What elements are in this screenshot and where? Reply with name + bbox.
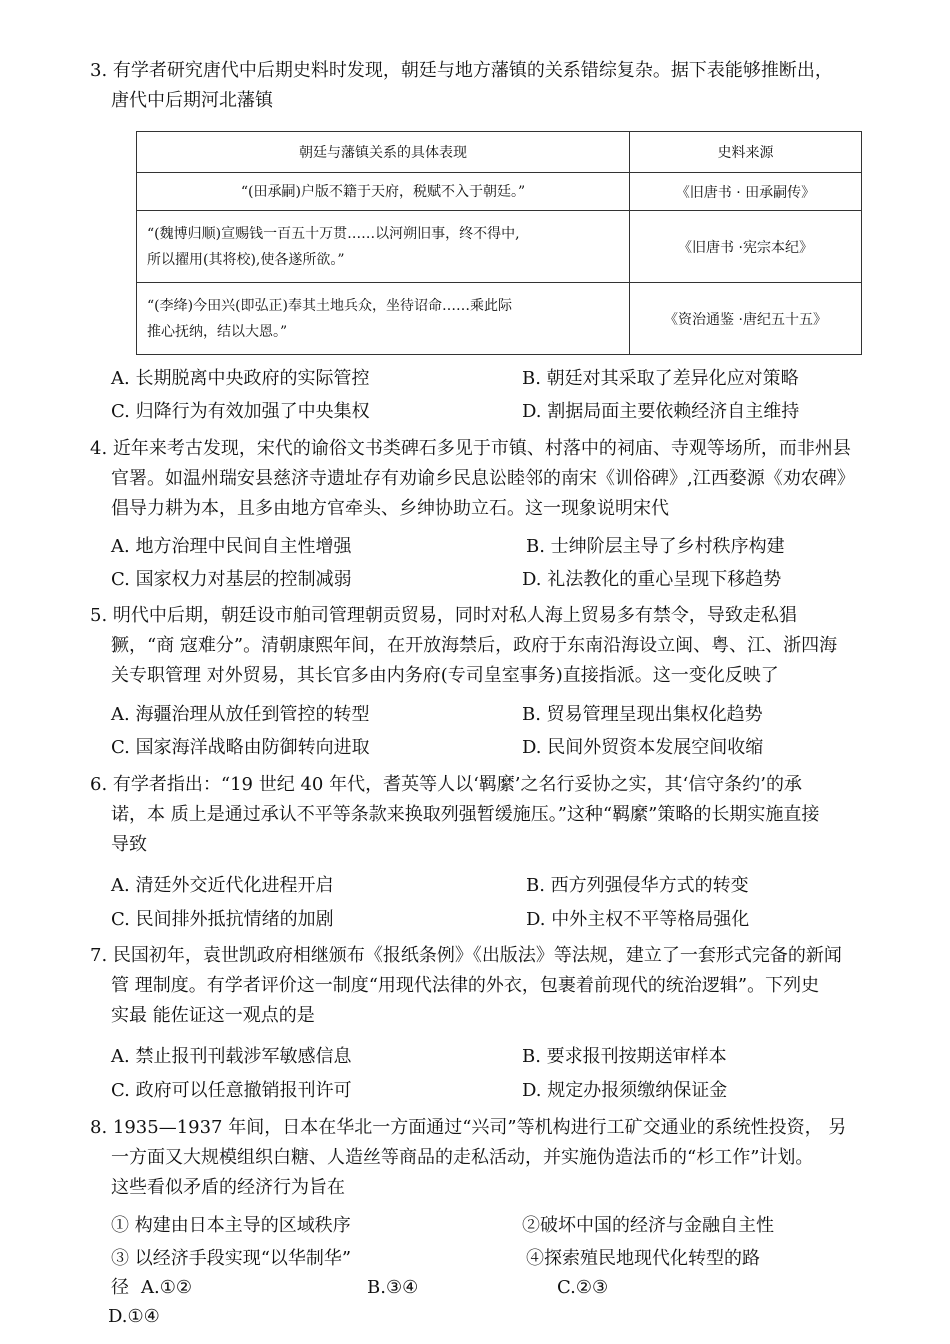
table-cell-source: 《旧唐书 · 田承嗣传》: [630, 173, 862, 211]
q4-option-a: A. 地方治理中民间自主性增强: [111, 536, 352, 557]
q8-stem-line3: 这些看似矛盾的经济行为旨在: [111, 1177, 345, 1198]
q8-option-a: A.①②: [141, 1277, 192, 1298]
q8-stem-line1: 8. 1935—1937 年间，日本在华北一方面通过“兴司”等机构进行工矿交通业的系统性投资， 另: [90, 1117, 847, 1138]
q7-stem-line2: 管 理制度。有学者评价这一制度“用现代法律的外衣，包裹着前现代的统治逻辑”。下列史: [111, 975, 820, 996]
q3-option-d: D. 割据局面主要依赖经济自主维持: [522, 401, 800, 422]
q8-option-b: B.③④: [367, 1277, 419, 1298]
table-cell-source: 《资治通鉴 ·唐纪五十五》: [630, 283, 862, 355]
table-cell-quote: [137, 211, 630, 283]
q3-option-a: A. 长期脱离中央政府的实际管控: [111, 368, 370, 389]
q6-stem-line2: 诺，本 质上是通过承认不平等条款来换取列强暂缓施压。”这种“羁縻”策略的长期实施直接: [111, 804, 820, 825]
q7-option-b: B. 要求报刊按期送审样本: [522, 1046, 727, 1067]
q8-item-1: ① 构建由日本主导的区域秩序: [111, 1215, 351, 1236]
table-row: [137, 211, 862, 283]
q5-stem-line2: 獗，“商 寇难分”。清朝康熙年间，在开放海禁后，政府于东南沿海设立闽、粤、江、浙四海: [111, 635, 838, 656]
q8-item-4: ④探索殖民地现代化转型的路: [526, 1248, 760, 1269]
q3-option-c: C. 归降行为有效加强了中央集权: [111, 401, 370, 422]
q8-stem-line2: 一方面又大规模组织白糖、人造丝等商品的走私活动，并实施伪造法币的“杉工作”计划。: [111, 1147, 814, 1168]
q5-option-a: A. 海疆治理从放任到管控的转型: [111, 704, 370, 725]
quote-text: 所以擢用(其将校),使各遂所欲。”: [147, 251, 345, 268]
table-cell-source: 《旧唐书 ·宪宗本纪》: [630, 211, 862, 283]
q5-stem-line3: 关专职管理 对外贸易，其长官多由内务府(专司皇室事务)直接指派。这一变化反映了: [111, 665, 779, 686]
q7-option-d: D. 规定办报须缴纳保证金: [522, 1080, 728, 1101]
q4-option-c: C. 国家权力对基层的控制减弱: [111, 569, 352, 590]
q5-stem-line1: 5. 明代中后期，朝廷设市舶司管理朝贡贸易，同时对私人海上贸易多有禁令，导致走私猖: [90, 605, 797, 626]
q8-item-2: ②破坏中国的经济与金融自主性: [522, 1215, 774, 1236]
q6-option-b: B. 西方列强侵华方式的转变: [526, 875, 749, 896]
q6-stem-line1: 6. 有学者指出：“19 世纪 40 年代，耆英等人以‘羁縻’之名行妥协之实，其‘信守条约’的承: [90, 774, 802, 795]
q6-stem-line3: 导致: [111, 834, 147, 855]
q6-option-d: D. 中外主权不平等格局强化: [526, 909, 750, 930]
table-header-row: [137, 132, 862, 173]
q8-option-d: D.①④: [108, 1306, 160, 1327]
q6-option-c: C. 民间排外抵抗情绪的加剧: [111, 909, 334, 930]
q6-option-a: A. 清廷外交近代化进程开启: [111, 875, 334, 896]
q3-stem-line1: 3. 有学者研究唐代中后期史料时发现，朝廷与地方藩镇的关系错综复杂。据下表能够推断出，: [90, 60, 833, 81]
q7-stem-line3: 实最 能佐证这一观点的是: [111, 1005, 315, 1026]
q8-item-3: ③ 以经济手段实现“以华制华”: [111, 1248, 352, 1269]
q4-stem-line1: 4. 近年来考古发现，宋代的谕俗文书类碑石多见于市镇、村落中的祠庙、寺观等场所，而非州县: [90, 438, 851, 459]
q8-item-4-tail: 径: [111, 1277, 129, 1298]
quote-text: “(魏博归顺)宣赐钱一百五十万贯……以河朔旧事，终不得中,: [147, 225, 520, 242]
table-header-cell: 朝廷与藩镇关系的具体表现: [137, 132, 630, 173]
q4-stem-line3: 倡导力耕为本，且多由地方官牵头、乡绅协助立石。这一现象说明宋代: [111, 498, 669, 519]
q5-option-c: C. 国家海洋战略由防御转向进取: [111, 737, 370, 758]
table-row: [137, 173, 862, 211]
table-cell-quote: [137, 283, 630, 355]
quote-text: “(田承嗣)户版不籍于天府，税赋不入于朝廷。”: [240, 183, 526, 200]
table-cell-quote: [137, 173, 630, 211]
q3-option-b: B. 朝廷对其采取了差异化应对策略: [522, 368, 799, 389]
q5-option-b: B. 贸易管理呈现出集权化趋势: [522, 704, 763, 725]
q3-stem-line2: 唐代中后期河北藩镇: [111, 90, 273, 111]
q3-source-table: [136, 131, 862, 355]
quote-text: 推心抚纳，结以大恩。”: [147, 323, 288, 340]
q8-option-c: C.②③: [557, 1277, 609, 1298]
quote-text: “(李绛)今田兴(即弘正)奉其土地兵众，坐待诏命……乘此际: [147, 297, 513, 314]
table-row: [137, 283, 862, 355]
q7-option-c: C. 政府可以任意撤销报刊许可: [111, 1080, 352, 1101]
q7-stem-line1: 7. 民国初年，袁世凯政府相继颁布《报纸条例》《出版法》等法规，建立了一套形式完备的新闻: [90, 945, 842, 966]
q5-option-d: D. 民间外贸资本发展空间收缩: [522, 737, 764, 758]
q7-option-a: A. 禁止报刊刊载涉军敏感信息: [111, 1046, 352, 1067]
q4-stem-line2: 官署。如温州瑞安县慈济寺遗址存有劝谕乡民息讼睦邻的南宋《训俗碑》,江西婺源《劝农碑》: [111, 468, 855, 489]
table-header-cell: 史料来源: [630, 132, 862, 173]
q4-option-b: B. 士绅阶层主导了乡村秩序构建: [526, 536, 785, 557]
q4-option-d: D. 礼法教化的重心呈现下移趋势: [522, 569, 782, 590]
